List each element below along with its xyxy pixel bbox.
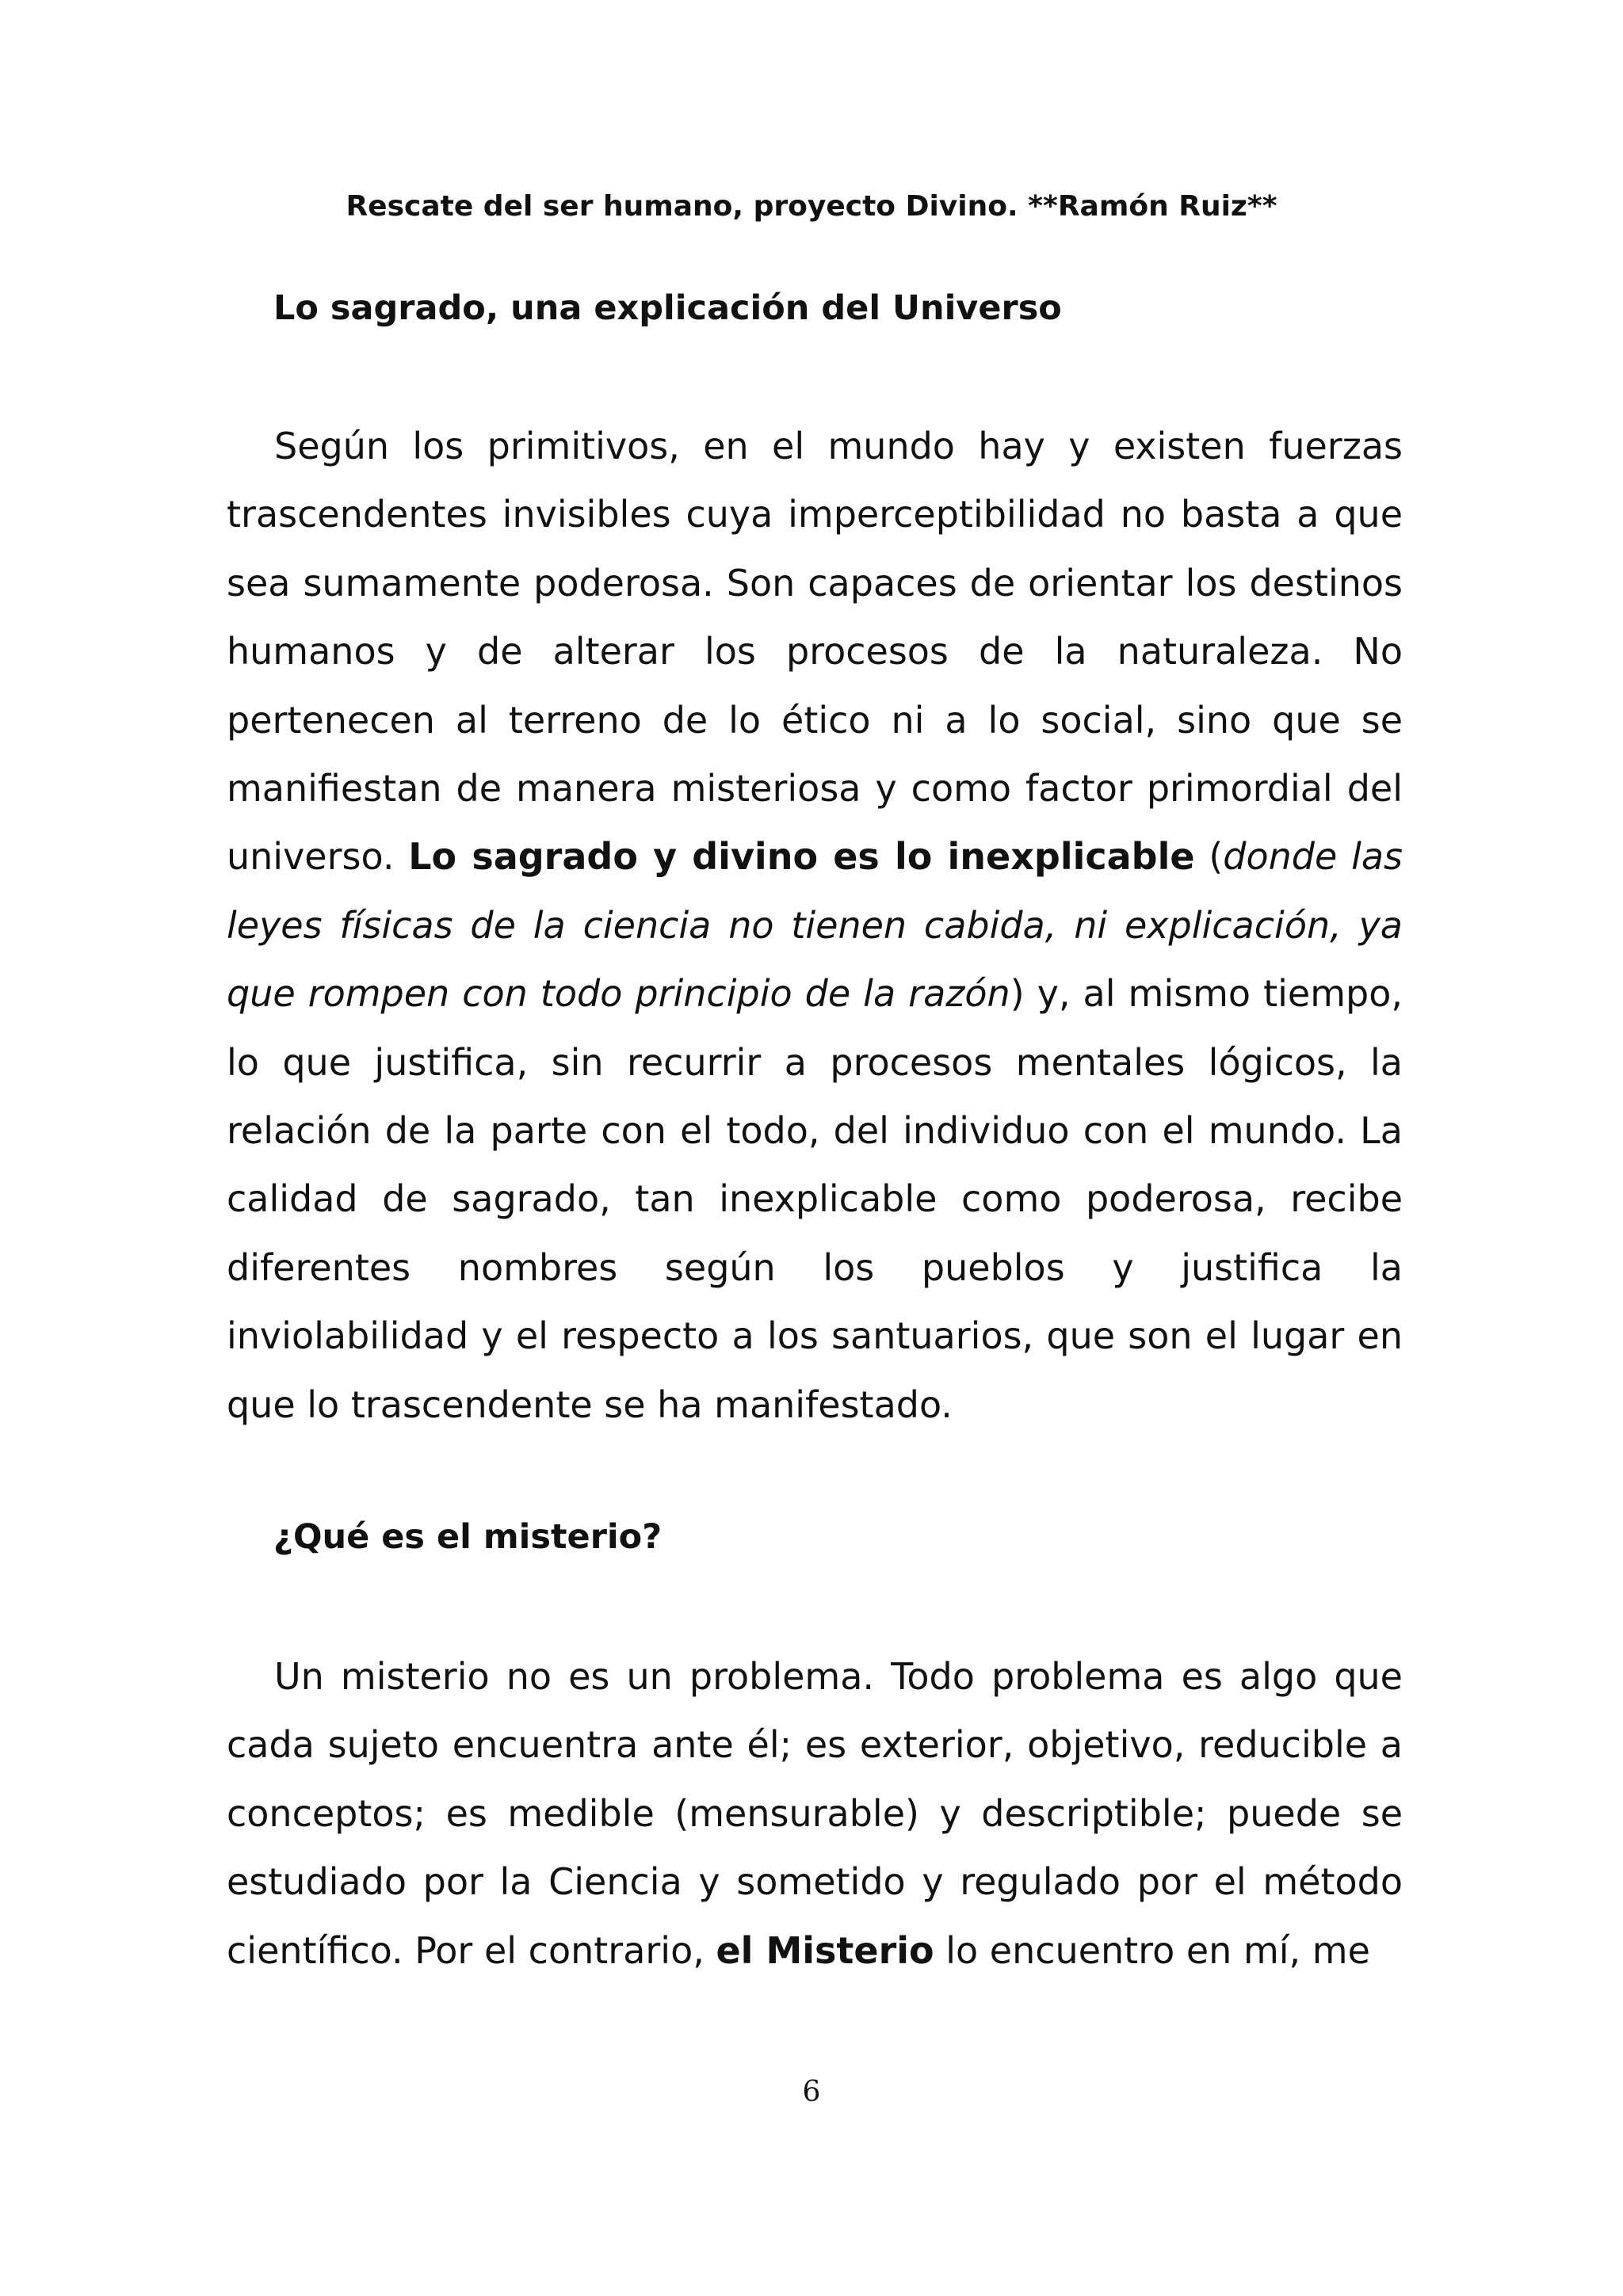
paragraph-bold-text: Lo sagrado y divino es lo inexplicable — [408, 835, 1195, 879]
paragraph-text: lo encuentro en mí, me — [934, 1928, 1370, 1972]
paragraph-text: Un misterio no es un problema. Todo problema es algo que cada sujeto encuentra ante él; es exterior, objetivo, reducible a conceptos; es medible (mensurable) y descriptible; puede se estudiado por la Ciencia y sometido y regulado por el método científico. Por el contrario, — [227, 1655, 1403, 1972]
paragraph-text: Según los primitivos, en el mundo hay y existen fuerzas trascendentes invisibles cuya imperceptibilidad no basta a que sea sumamente poderosa. Son capaces de orientar los destinos humanos y de alterar los procesos de la naturaleza. No pertenecen al terreno de lo ético ni a lo social, sino que se manifiestan de manera misteriosa y como factor primordial del universo. — [227, 425, 1403, 879]
paragraph-text: ( — [1194, 835, 1224, 879]
page-number: 6 — [802, 2076, 821, 2108]
section-title-mystery: ¿Qué es el misterio? — [273, 1517, 663, 1557]
paragraph-italic-text: donde las leyes físicas de la ciencia no tienen cabida, ni explicación, ya que rompen con todo principio de la razón — [227, 835, 1403, 1016]
paragraph-mystery — [227, 1642, 1403, 1985]
paragraph-sacred — [227, 412, 1403, 1439]
paragraph-bold-text: el Misterio — [716, 1928, 934, 1972]
running-header: Rescate del ser humano, proyecto Divino. **Ramón Ruiz** — [346, 190, 1277, 223]
section-title-sacred: Lo sagrado, una explicación del Universo — [273, 288, 1062, 328]
paragraph-text: ) y, al mismo tiempo, lo que justifica, sin recurrir a procesos mentales lógicos, la relación de la parte con el todo, del individuo con el mundo. La calidad de sagrado, tan inexplicable como poderosa, recibe diferentes nombres según los pueblos y justifica la inviolabilidad y el respecto a los santuarios, que son el lugar en que lo trascendente se ha manifestado. — [227, 972, 1403, 1426]
